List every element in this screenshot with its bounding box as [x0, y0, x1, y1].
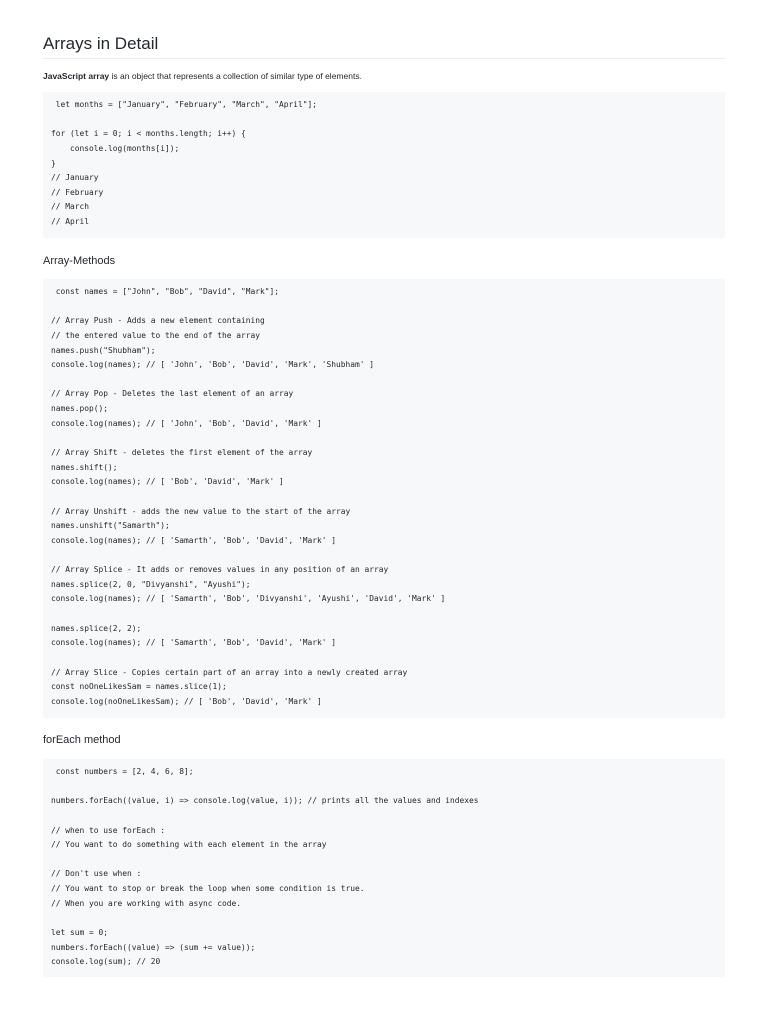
code-line: console.log(names); // [ 'John', 'Bob', 'David', 'Mark', 'Shubham' ] — [51, 360, 375, 370]
code-line: names.splice(2, 0, "Divyanshi", "Ayushi"); — [51, 579, 251, 589]
code-line: // the entered value to the end of the array — [51, 330, 261, 340]
code-line — [51, 809, 717, 824]
intro-paragraph — [43, 69, 362, 83]
code-line: // You want to do something with each element in the array — [51, 840, 327, 850]
code-line: numbers.forEach((value) => (sum += value)); — [51, 942, 256, 952]
title-divider — [43, 58, 725, 59]
code-line: let sum = 0; — [51, 928, 109, 938]
code-line: console.log(names); // [ 'Bob', 'David', 'Mark' ] — [51, 477, 284, 487]
code-line — [51, 373, 717, 388]
code-line: names.push("Shubham"); — [51, 345, 156, 355]
code-line: // Array Shift - deletes the first element of the array — [51, 448, 313, 458]
code-line: names.unshift("Samarth"); — [51, 521, 170, 531]
code-line: // Array Unshift - adds the new value to the start of the array — [51, 506, 351, 516]
code-line — [51, 113, 717, 128]
intro-text: is an object that represents a collection of similar type of elements. — [109, 71, 362, 81]
code-line: // March — [51, 202, 90, 212]
code-line: console.log(sum); // 20 — [51, 957, 161, 967]
code-line: const names = ["John", "Bob", "David", "Mark"]; — [51, 287, 280, 296]
code-line: console.log(names); // [ 'Samarth', 'Bob', 'Divyanshi', 'Ayushi', 'David', 'Mark' ] — [51, 594, 446, 604]
code-line: // When you are working with async code. — [51, 898, 242, 908]
code-line — [51, 651, 717, 666]
code-block-array-methods — [43, 279, 725, 718]
code-line: } — [51, 158, 56, 168]
code-line: names.splice(2, 2); — [51, 623, 142, 633]
code-line: console.log(names); // [ 'Samarth', 'Bob', 'David', 'Mark' ] — [51, 638, 337, 648]
section-heading-array-methods: Array-Methods — [43, 255, 116, 267]
intro-bold-term: JavaScript array — [43, 71, 110, 81]
code-block-months — [43, 92, 725, 238]
code-line — [51, 490, 717, 505]
code-line: // Array Splice - It adds or removes values in any position of an array — [51, 565, 389, 575]
code-line — [51, 853, 717, 868]
code-line: // Don't use when : — [51, 869, 142, 879]
code-line: names.pop(); — [51, 404, 109, 414]
code-line: names.shift(); — [51, 462, 118, 472]
code-line — [51, 607, 717, 622]
page-title: Arrays in Detail — [43, 34, 159, 53]
code-line: for (let i = 0; i < months.length; i++) { — [51, 129, 246, 139]
code-line: // January — [51, 173, 99, 183]
code-line: // Array Pop - Deletes the last element of an array — [51, 389, 294, 399]
code-line: const numbers = [2, 4, 6, 8]; — [51, 767, 194, 776]
code-line: const noOneLikesSam = names.slice(1); — [51, 682, 227, 692]
code-line — [51, 431, 717, 446]
code-line — [51, 300, 717, 315]
code-line: console.log(names); // [ 'Samarth', 'Bob', 'David', 'Mark' ] — [51, 535, 337, 545]
code-line: // Array Push - Adds a new element containing — [51, 316, 265, 326]
code-line: // April — [51, 217, 90, 227]
code-line: // February — [51, 187, 104, 197]
code-line: numbers.forEach((value, i) => console.log(value, i)); // prints all the values and indexes — [51, 796, 479, 806]
code-line: let months = ["January", "February", "March", "April"]; — [51, 100, 318, 109]
code-block-foreach — [43, 759, 725, 977]
code-line — [51, 549, 717, 564]
code-line: // when to use forEach : — [51, 825, 166, 835]
code-line — [51, 911, 717, 926]
code-line — [51, 780, 717, 795]
code-line: // Array Slice - Copies certain part of an array into a newly created array — [51, 667, 408, 677]
code-line: console.log(noOneLikesSam); // [ 'Bob', 'David', 'Mark' ] — [51, 696, 322, 706]
code-line: // You want to stop or break the loop when some condition is true. — [51, 884, 365, 894]
section-heading-foreach: forEach method — [43, 734, 121, 746]
code-line: console.log(months[i]); — [51, 143, 180, 153]
code-line: console.log(names); // [ 'John', 'Bob', 'David', 'Mark' ] — [51, 418, 322, 428]
